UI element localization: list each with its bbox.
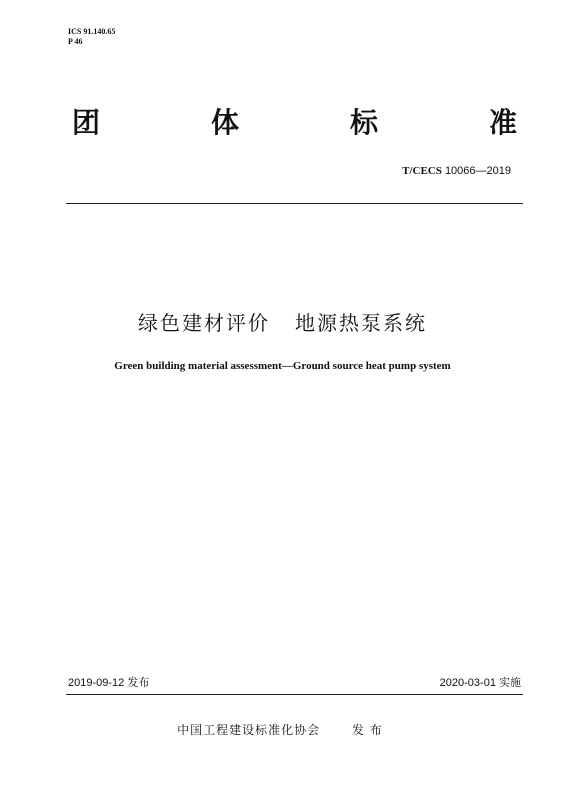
standard-number-prefix: T/CECS [402,165,442,177]
title-chinese: 绿色建材评价 地源热泵系统 [137,311,428,335]
publication-date: 2019-09-12 发布 [68,677,150,689]
issuer [0,722,565,738]
standard-number-value: 10066—2019 [444,165,511,177]
issuer-action: 发布 [351,723,388,737]
top-divider [66,203,523,204]
bottom-divider [66,694,523,695]
ics-code: ICS 91.140.65 [68,27,116,36]
standard-type-heading [72,106,517,140]
implementation-date: 2020-03-01 实施 [439,677,521,689]
ccs-code: P 46 [68,37,83,46]
title-english: Green building material assessment—Ground source heat pump system [114,360,451,372]
standard-type-char: 准 [488,106,517,139]
classification-codes [68,27,115,47]
standard-type-char: 团 [72,106,101,139]
issuer-organization: 中国工程建设标准化协会 [177,723,321,737]
standard-type-char: 体 [210,106,239,139]
standard-type-char: 标 [349,106,378,139]
standard-number [402,164,511,178]
